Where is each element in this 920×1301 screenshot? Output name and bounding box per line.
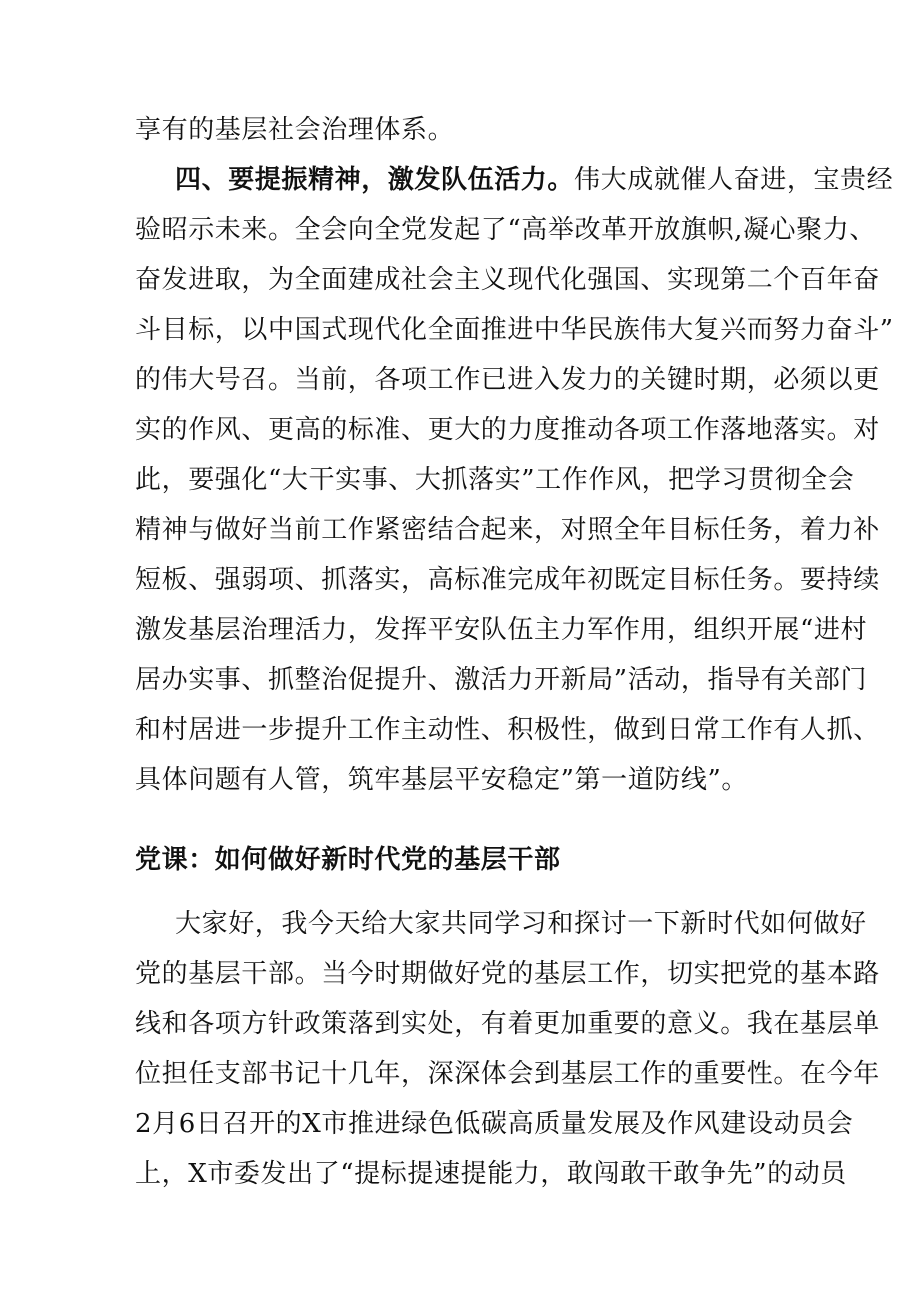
lesson-title: 党课：如何做好新时代党的基层干部 <box>135 845 561 875</box>
section-four-lead-line <box>175 164 893 196</box>
paragraph-line: 具体问题有人管，筑牢基层平安稳定”第一道防线”。 <box>135 765 748 795</box>
paragraph-line: 上，X市委发出了“提标提速提能力，敢闯敢干敢争先”的动员 <box>135 1159 847 1189</box>
paragraph-line: 2月6日召开的X市推进绿色低碳高质量发展及作风建设动员会 <box>135 1109 854 1139</box>
paragraph-line: 此，要强化“大干实事、大抓落实”工作作风，把学习贯彻全会 <box>135 465 855 495</box>
paragraph-line: 精神与做好当前工作紧密结合起来，对照全年目标任务，着力补 <box>135 515 880 545</box>
paragraph-line: 实的作风、更高的标准、更大的力度推动各项工作落地落实。对 <box>135 415 880 445</box>
section-four-lead-text: 伟大成就催人奋进，宝贵经 <box>574 165 894 195</box>
paragraph-line: 大家好，我今天给大家共同学习和探讨一下新时代如何做好 <box>175 909 867 939</box>
paragraph-line: 验昭示未来。全会向全党发起了“高举改革开放旗帜,凝心聚力、 <box>135 215 876 245</box>
paragraph-line: 位担任支部书记十几年，深深体会到基层工作的重要性。在今年 <box>135 1059 880 1089</box>
paragraph-line: 激发基层治理活力，发挥平安队伍主力军作用，组织开展“进村 <box>135 615 868 645</box>
paragraph-line: 奋发进取，为全面建成社会主义现代化强国、实现第二个百年奋 <box>135 265 880 295</box>
paragraph-line: 党的基层干部。当今时期做好党的基层工作，切实把党的基本路 <box>135 959 880 989</box>
paragraph-line: 斗目标，以中国式现代化全面推进中华民族伟大复兴而努力奋斗” <box>135 315 894 345</box>
paragraph-line: 享有的基层社会治理体系。 <box>135 115 455 145</box>
paragraph-line: 和村居进一步提升工作主动性、积极性，做到日常工作有人抓、 <box>135 715 880 745</box>
paragraph-line: 的伟大号召。当前，各项工作已进入发力的关键时期，必须以更 <box>135 365 880 395</box>
paragraph-line: 线和各项方针政策落到实处，有着更加重要的意义。我在基层单 <box>135 1009 880 1039</box>
paragraph-line: 居办实事、抓整治促提升、激活力开新局”活动，指导有关部门 <box>135 665 868 695</box>
paragraph-line: 短板、强弱项、抓落实，高标准完成年初既定目标任务。要持续 <box>135 565 880 595</box>
section-four-heading: 四、要提振精神，激发队伍活力。 <box>175 165 575 195</box>
